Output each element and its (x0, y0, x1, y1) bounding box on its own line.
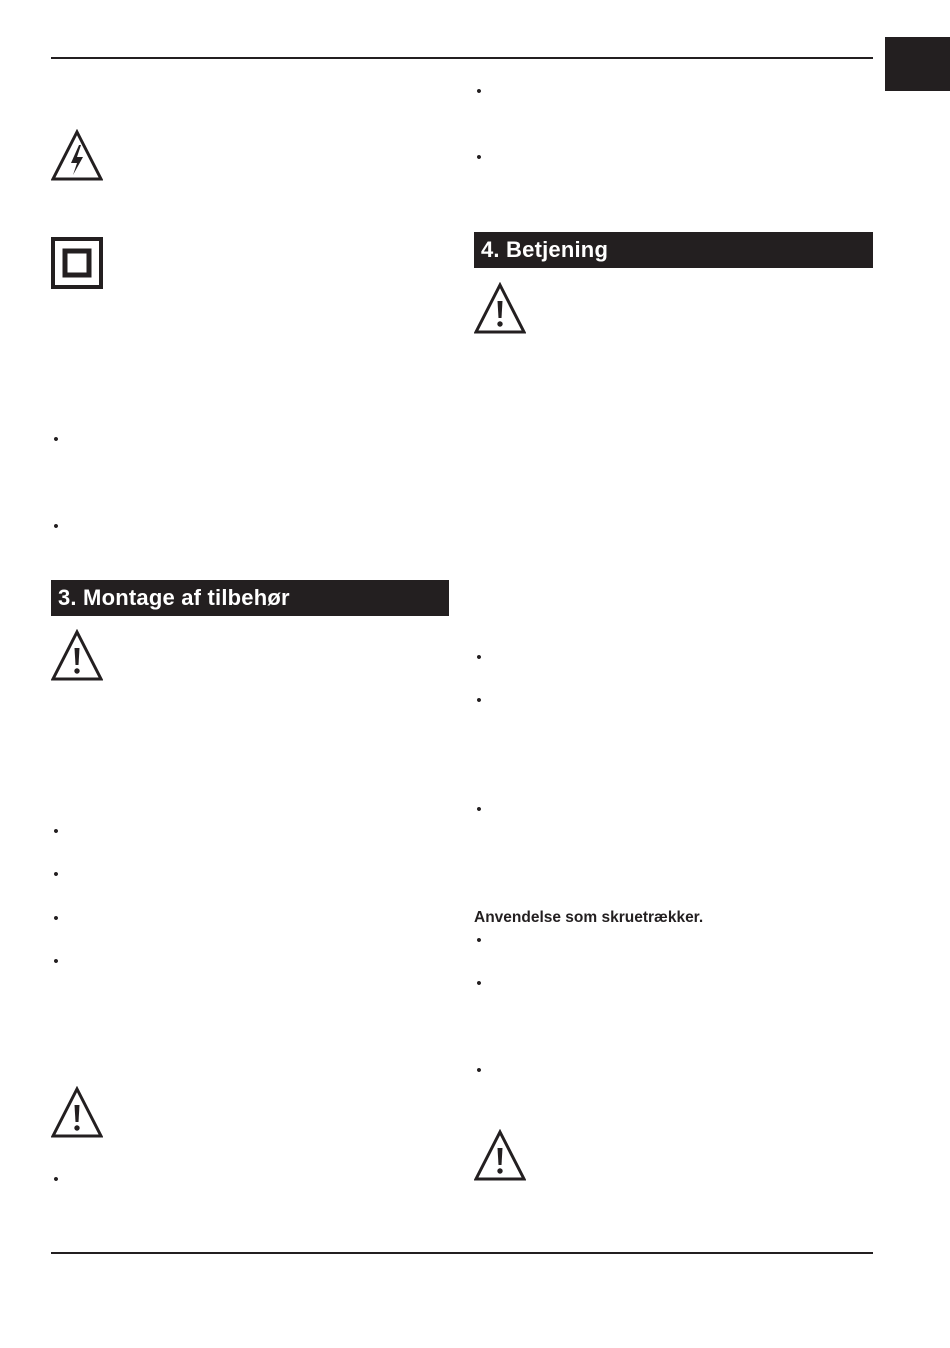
header-rule (51, 57, 873, 59)
exclamation-warning-icon (51, 629, 103, 681)
list-bullet: • (53, 866, 59, 883)
list-bullet: • (53, 1171, 59, 1188)
list-bullet: • (476, 149, 482, 166)
list-bullet: • (476, 83, 482, 100)
list-bullet: • (53, 823, 59, 840)
list-bullet: • (476, 975, 482, 992)
list-bullet: • (53, 910, 59, 927)
list-bullet: • (53, 431, 59, 448)
footer-rule (51, 1252, 873, 1254)
double-insulation-icon (51, 237, 103, 289)
list-bullet: • (476, 801, 482, 818)
language-tab (885, 37, 950, 91)
section-title-montage: 3. Montage af tilbehør (51, 580, 449, 616)
list-bullet: • (53, 953, 59, 970)
list-bullet: • (476, 932, 482, 949)
exclamation-warning-icon (51, 1086, 103, 1138)
exclamation-warning-icon (474, 1129, 526, 1181)
subheading-screwdriver: Anvendelse som skruetrækker. (474, 909, 704, 926)
section-title-betjening: 4. Betjening (474, 232, 873, 268)
exclamation-warning-icon (474, 282, 526, 334)
list-bullet: • (53, 518, 59, 535)
list-bullet: • (476, 692, 482, 709)
list-bullet: • (476, 649, 482, 666)
lightning-warning-icon (51, 129, 103, 181)
list-bullet: • (476, 1062, 482, 1079)
